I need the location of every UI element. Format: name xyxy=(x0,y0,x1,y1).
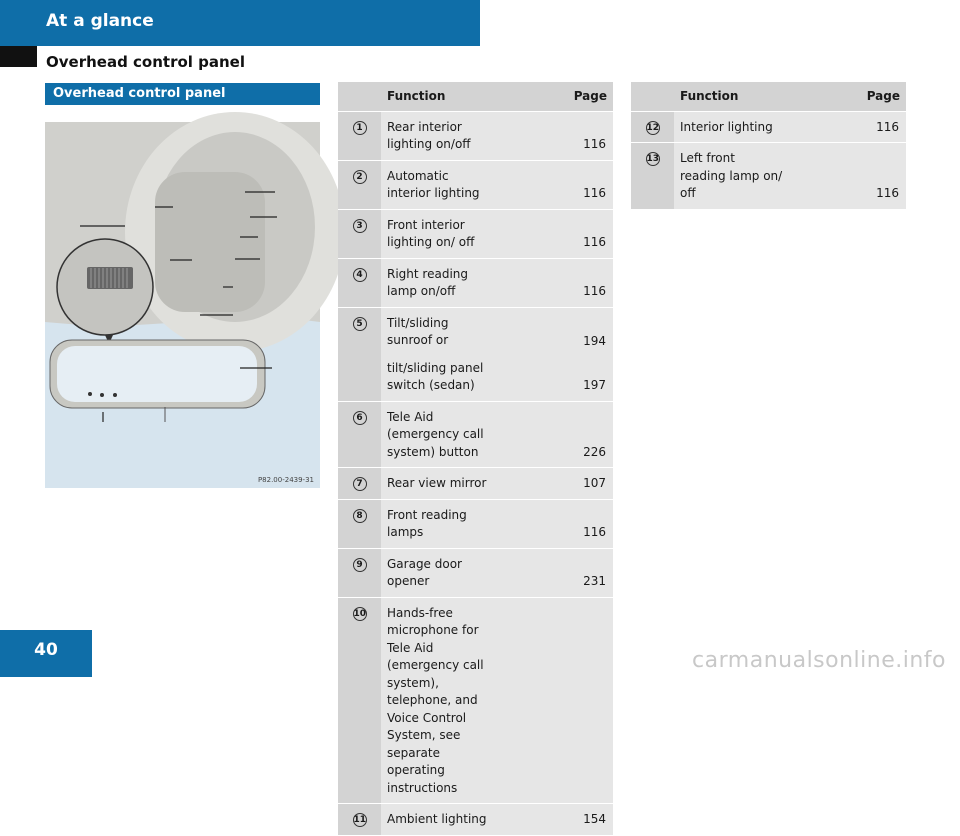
item-function: Rear view mirror xyxy=(381,468,497,500)
table-row xyxy=(338,468,613,500)
table-header-row xyxy=(631,82,906,111)
table-row xyxy=(338,258,613,307)
item-number: 5 xyxy=(353,317,367,331)
item-page: 116 xyxy=(497,499,613,548)
item-number: 6 xyxy=(353,411,367,425)
item-number: 10 xyxy=(353,608,367,619)
table-header-row xyxy=(338,82,613,111)
table-row xyxy=(338,111,613,160)
item-function-alt: tilt/sliding panel switch (sedan) xyxy=(387,360,484,392)
item-function: Rear interior lighting on/off xyxy=(381,111,497,160)
chapter-title: At a glance xyxy=(46,11,154,31)
item-function: Hands-free microphone for Tele Aid (emergency call system), telephone, and Voice Control System, see separate operating instructions xyxy=(381,597,497,804)
item-number: 13 xyxy=(646,154,660,164)
item-function: Tilt/sliding sunroof or xyxy=(387,315,449,347)
item-page: 154 xyxy=(497,804,613,836)
panel-header: Overhead control panel xyxy=(45,83,320,105)
item-function: Garage door opener xyxy=(381,548,497,597)
figure-code: P82.00-2439-31 xyxy=(257,476,314,484)
item-page: 116 xyxy=(790,111,906,143)
item-number: 4 xyxy=(353,268,367,282)
table-row xyxy=(338,804,613,836)
table-row xyxy=(631,143,906,210)
item-number: 11 xyxy=(353,815,367,825)
table-row xyxy=(338,160,613,209)
item-function: Automatic interior lighting xyxy=(381,160,497,209)
item-function: Front interior lighting on/ off xyxy=(381,209,497,258)
item-number: 8 xyxy=(353,509,367,523)
item-page: 116 xyxy=(497,209,613,258)
overhead-panel-figure xyxy=(45,122,320,488)
item-page: 194 xyxy=(583,333,606,348)
item-number: 12 xyxy=(646,122,660,133)
table-row xyxy=(338,209,613,258)
item-function: Interior lighting xyxy=(674,111,790,143)
item-function: Right reading lamp on/off xyxy=(381,258,497,307)
table-row xyxy=(338,499,613,548)
item-function: Front reading lamps xyxy=(381,499,497,548)
function-table-right xyxy=(631,82,906,210)
item-page-alt: 197 xyxy=(583,378,606,392)
table-header-num xyxy=(631,82,674,111)
item-number: 3 xyxy=(353,219,367,233)
overhead-panel-illustration xyxy=(45,122,320,488)
item-number: 1 xyxy=(353,121,367,135)
page-number: 40 xyxy=(0,630,92,677)
item-page xyxy=(497,597,613,804)
item-page: 116 xyxy=(497,160,613,209)
item-page: 116 xyxy=(497,111,613,160)
item-page: 107 xyxy=(497,468,613,500)
table-header-function: Function xyxy=(381,82,497,111)
table-header-page: Page xyxy=(790,82,906,111)
section-title: Overhead control panel xyxy=(46,53,245,71)
item-page: 226 xyxy=(497,401,613,468)
table-row xyxy=(338,307,613,401)
item-function: Left front reading lamp on/ off xyxy=(674,143,790,210)
watermark: carmanualsonline.info xyxy=(692,648,946,673)
function-table-left xyxy=(338,82,613,836)
table-header-function: Function xyxy=(674,82,790,111)
item-page: 231 xyxy=(497,548,613,597)
section-marker xyxy=(0,46,37,67)
item-number: 9 xyxy=(353,558,367,572)
item-function: Ambient lighting xyxy=(381,804,497,836)
table-row xyxy=(338,401,613,468)
item-page: 116 xyxy=(790,143,906,210)
table-header-num xyxy=(338,82,381,111)
table-row xyxy=(338,597,613,804)
item-page: 116 xyxy=(497,258,613,307)
item-function: Tele Aid (emergency call system) button xyxy=(381,401,497,468)
item-number: 2 xyxy=(353,170,367,184)
table-row xyxy=(631,111,906,143)
item-number: 7 xyxy=(353,477,367,491)
table-header-page: Page xyxy=(497,82,613,111)
table-row xyxy=(338,548,613,597)
